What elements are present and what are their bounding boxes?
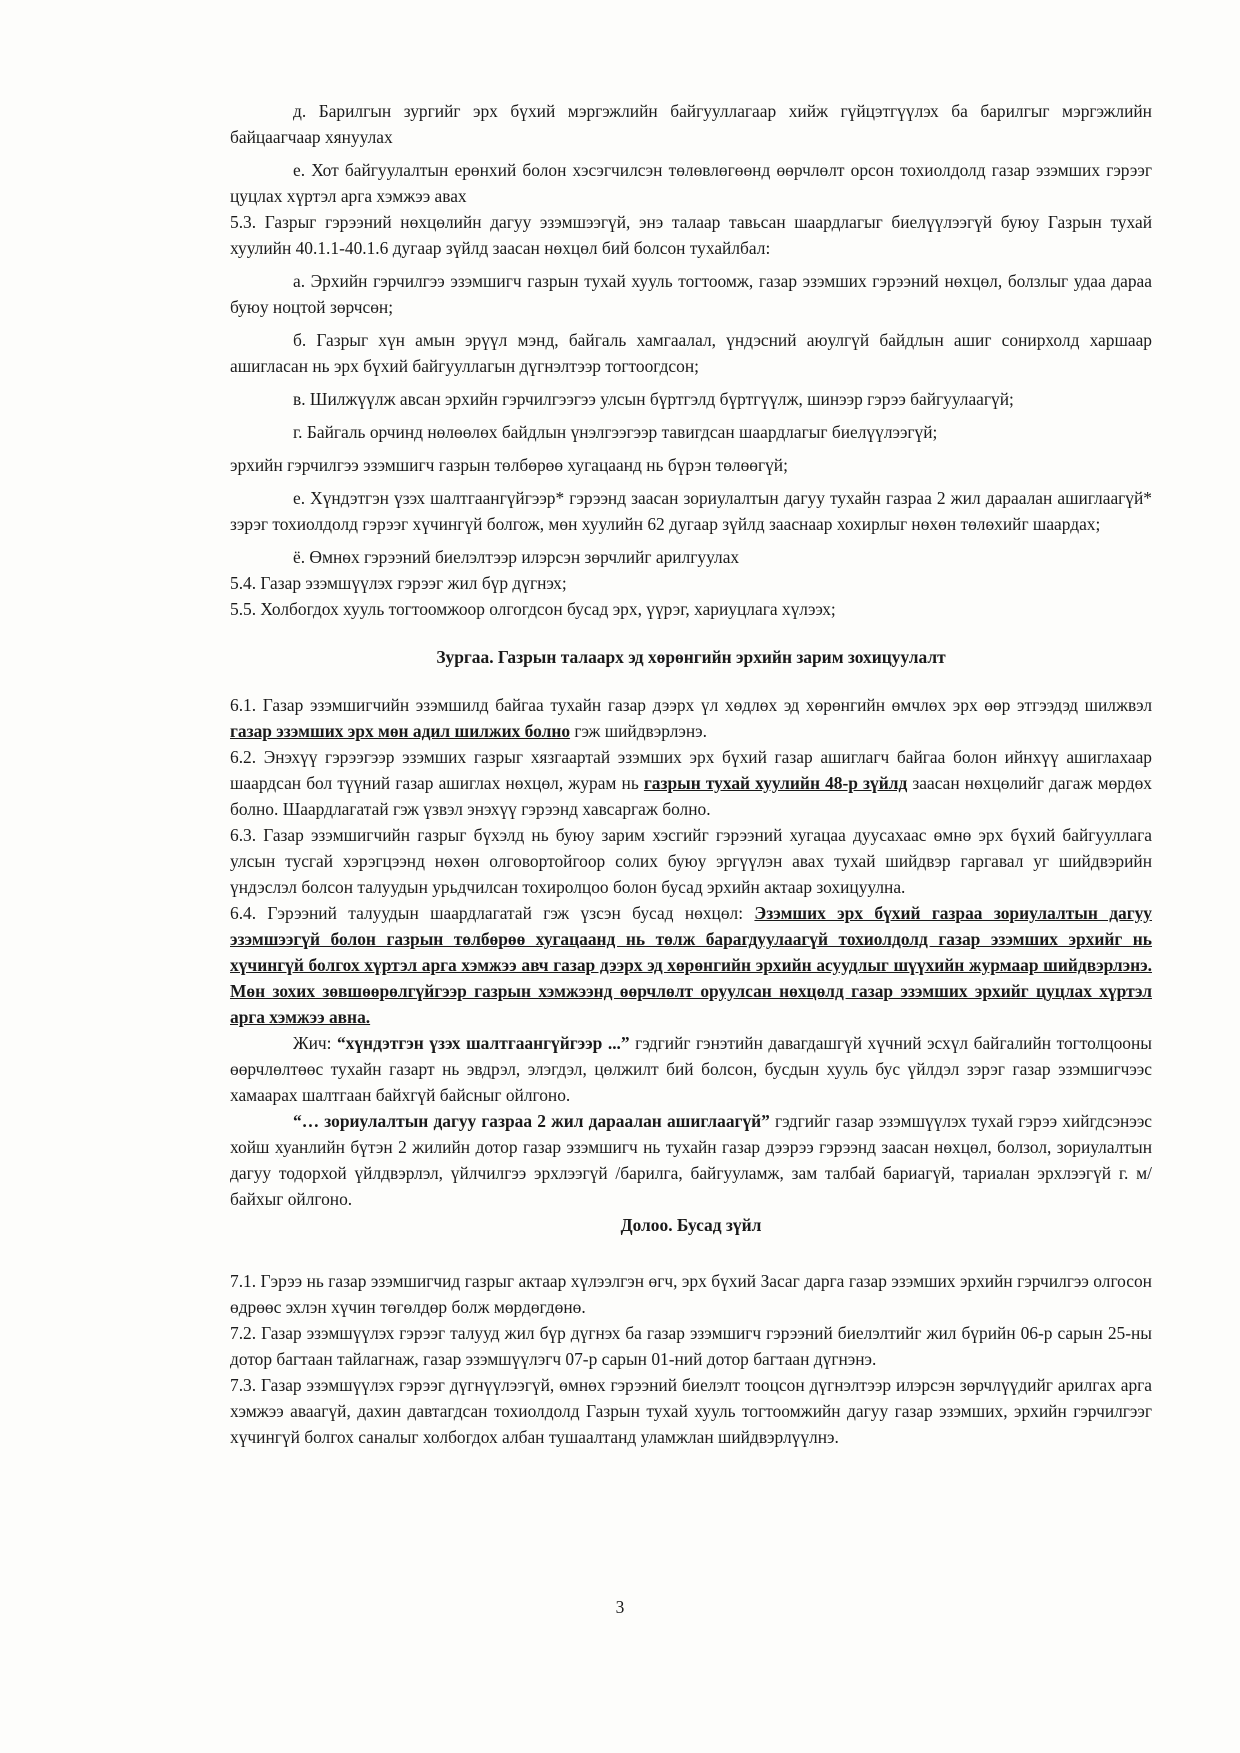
clause-7-1: 7.1. Гэрээ нь газар эзэмшигчид газрыг актаар хүлээлгэн өгч, эрх бүхий Засаг дарга газар эзэмших эрхийн гэрчилгээ олгосон өдрөөс эхлэн хүчин төгөлдөр болж мөрдөгдөнө. xyxy=(230,1271,1152,1317)
note-force-majeure xyxy=(230,1030,1152,1108)
clause-a: а. Эрхийн гэрчилгээ эзэмшигч газрын тухай хууль тогтоомж, газар эзэмших гэрээний нөхцөл, болзлыг удаа дараа буюу ноцтой зөрчсөн; xyxy=(230,271,1152,317)
clause-6-1-end: гэж шийдвэрлэнэ. xyxy=(570,721,707,741)
clause-7-2: 7.2. Газар эзэмшүүлэх гэрээг талууд жил бүр дүгнэх ба газар эзэмшигч гэрээний биелэлтийг жил бүрийн 06-р сарын 25-ны дотор багтаан тайлагнаж, газар эзэмшүүлэгч 07-р сарын 01-ний дотор багтаан дүгнэнэ. xyxy=(230,1323,1152,1369)
clause-5-4: 5.4. Газар эзэмшүүлэх гэрээг жил бүр дүгнэх; xyxy=(230,573,567,593)
note-unused-two-years xyxy=(230,1108,1152,1212)
section-6-heading: Зургаа. Газрын талаарх эд хөрөнгийн эрхийн зарим зохицуулалт xyxy=(436,647,946,667)
clause-b: б. Газрыг хүн амын эрүүл мэнд, байгаль хамгаалал, үндэсний аюулгүй байдлын ашиг сонирхолд харшаар ашигласан нь эрх бүхий байгууллагын дүгнэлтээр тогтоогдсон; xyxy=(230,330,1152,376)
clause-6-2-end: заасан нөхцөлийг дагаж мөрдөх болно. Шаардлагатай гэж үзвэл энэхүү гэрээнд хавсаргаж болно. xyxy=(230,773,1152,819)
clause-6-1-emphasis: газар эзэмших эрх мөн адил шилжих болно xyxy=(230,721,571,741)
page-number: 3 xyxy=(615,1597,625,1617)
clause-6-1 xyxy=(230,692,1152,744)
clause-6-4 xyxy=(230,900,1152,1030)
clause-6-2-text: 6.2. Энэхүү гэрээгээр эзэмших газрыг хязгаартай эзэмших эрх бүхий газар ашиглагч байгаа болон ийнхүү ашиглахаар шаардсан бол түүний газар ашиглах нөхцөл, журам нь xyxy=(230,747,1152,793)
note-text-2: гэдгийг газар эзэмшүүлэх тухай гэрээ хийгдсэнээс хойш хуанлийн бүтэн 2 жилийн дотор газар эзэмшигч нь тухайн газар дээрээ гэрээнд заасан нөхцөл, болзол, зориулалтын дагуу тодорхой үйлдвэрлэл, үйлчилгээ эрхлээгүй /барилга, байгууламж, зам талбай бариагүй, тариалан эрхлээгүй г. м/ байхыг ойлгоно. xyxy=(230,1111,1153,1209)
clause-7-3: 7.3. Газар эзэмшүүлэх гэрээг дүгнүүлээгүй, өмнөх гэрээний биелэлт тооцсон дүгнэлтээр илэрсэн зөрчлүүдийг арилгах арга хэмжээ аваагүй, дахин давтагдсан тохиолдолд Газрын тухай хууль тогтоомжийн дагуу газар эзэмших, эрхийн гэрчилгээг хүчингүй болгох саналыг холбогдох албан тушаалтанд уламжлан шийдвэрлүүлнэ. xyxy=(230,1375,1152,1447)
clause-e-unused-land: е. Хүндэтгэн үзэх шалтгаангүйгээр* гэрээнд заасан зориулалтын дагуу тухайн газраа 2 жил дараалан ашиглаагүй* зэрэг тохиолдолд гэрээг хүчингүй болгож, мөн хуулийн 62 дугаар зүйлд зааснаар хохирлыг нөхөн төлөхийг шаардах; xyxy=(230,488,1152,534)
clause-6-2 xyxy=(230,744,1152,822)
note-text-1: гэдгийг гэнэтийн давагдашгүй хүчний эсхүл байгалийн тогтолцооны өөрчлөлтөөс тухайн газарт нь эвдрэл, элэгдэл, цөлжилт бий болсон, бусдын хууль бус үйлдэл зэрэг газар эзэмшигчээс хамаарах шалтгаан байхгүй байсныг ойлгоно. xyxy=(230,1033,1152,1105)
clause-6-2-law-ref: газрын тухай хуулийн 48-р зүйлд xyxy=(643,773,908,793)
section-7-heading: Долоо. Бусад зүйл xyxy=(620,1215,762,1235)
note-quote-1: “хүндэтгэн үзэх шалтгаангүйгээр ...” xyxy=(336,1033,630,1053)
clause-6-3: 6.3. Газар эзэмшигчийн газрыг бүхэлд нь буюу зарим хэсгийг гэрээний хугацаа дуусахаас өмнө эрх бүхий байгууллага улсын тусгай хэрэгцээнд нөхөн олговортойгоор солих буюу эргүүлэн авах тухай шийдвэр гаргавал уг шийдвэрийн үндэслэл болсон талуудын урьдчилсан тохиролцоо болон бусад эрхийн актаар зохицуулна. xyxy=(230,825,1152,897)
clause-d: д. Барилгын зургийг эрх бүхий мэргэжлийн байгууллагаар хийж гүйцэтгүүлэх ба барилгыг мэргэжлийн байцаагчаар хянуулах xyxy=(230,101,1152,147)
clause-g: г. Байгаль орчинд нөлөөлөх байдлын үнэлгээгээр тавигдсан шаардлагыг биелүүлээгүй; xyxy=(293,422,938,442)
clause-5-5: 5.5. Холбогдох хууль тогтоомжоор олгогдсон бусад эрх, үүрэг, хариуцлага хүлээх; xyxy=(230,599,836,619)
clause-g-continued: эрхийн гэрчилгээ эзэмшигч газрын төлбөрөө хугацаанд нь бүрэн төлөөгүй; xyxy=(230,455,788,475)
clause-5-3: 5.3. Газрыг гэрээний нөхцөлийн дагуу эзэмшээгүй, энэ талаар тавьсан шаардлагыг биелүүлээгүй буюу Газрын тухай хуулийн 40.1.1-40.1.6 дугаар зүйлд заасан нөхцөл бий болсон тухайлбал: xyxy=(230,212,1152,258)
clause-6-1-text: 6.1. Газар эзэмшигчийн эзэмшилд байгаа тухайн газар дээрх үл хөдлөх эд хөрөнгийн өмчлөх эрх өөр этгээдэд шилжвэл xyxy=(230,695,1152,715)
clause-yo: ё. Өмнөх гэрээний биелэлтээр илэрсэн зөрчлийг арилгуулах xyxy=(293,547,740,567)
note-label: Жич: xyxy=(293,1033,337,1053)
clause-6-4-emphasis: Эзэмших эрх бүхий газраа зориулалтын дагуу эзэмшээгүй болон газрын төлбөрөө хугацаанд нь төлж барагдуулаагүй тохиолдолд газар эзэмших эрхийг нь хүчингүй болгох хүртэл арга хэмжээ авч газар дээрх эд хөрөнгийн эрхийн асуудлыг шүүхийн журмаар шийдвэрлэнэ. Мөн зохих зөвшөөрөлгүйгээр газрын хэмжээнд өөрчлөлт оруулсан нөхцөлд газар эзэмших эрхийг цуцлах хүртэл арга хэмжээ авна. xyxy=(230,903,1152,1027)
clause-e-city-plan: е. Хот байгуулалтын ерөнхий болон хэсэгчилсэн төлөвлөгөөнд өөрчлөлт орсон тохиолдолд газар эзэмших гэрээг цуцлах хүртэл арга хэмжээ авах xyxy=(230,160,1152,206)
clause-6-4-text: 6.4. Гэрээний талуудын шаардлагатай гэж үзсэн бусад нөхцөл: xyxy=(230,903,755,923)
note-quote-2: “… зориулалтын дагуу газраа 2 жил дараалан ашиглаагүй” xyxy=(293,1111,770,1131)
clause-v: в. Шилжүүлж авсан эрхийн гэрчилгээгээ улсын бүртгэлд бүртгүүлж, шинээр гэрээ байгуулаагүй; xyxy=(293,389,1014,409)
